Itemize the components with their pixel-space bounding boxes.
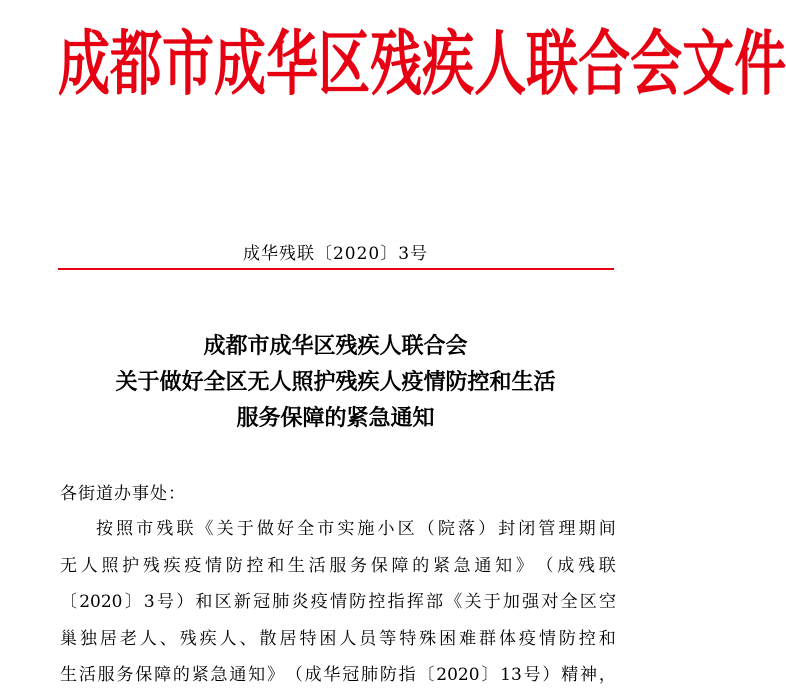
header-char: 人 [474,23,527,106]
body-line: 无 人 照 护 残 疾 疫 情 防 控 和 生 活 服 务 保 障 的 紧 急 通 知 》 （ 成 残 联 [60,555,616,576]
header-char: 文 [682,23,735,106]
body-line: 生 活 服 务 保 障 的 紧 急 通 知 》 （ 成 华 冠 肺 防 指 〔 2020 〕 13 号 ） 精 神 ， [60,665,616,685]
header-char: 华 [266,23,319,106]
header-char: 合 [578,23,631,106]
notice-title [0,328,671,436]
salutation: 各街道办事处： [60,484,186,504]
document-number: 成华残联〔2020〕3号 [242,244,429,264]
title-line-2: 关于做好全区无人照护残疾人疫情防控和生活 [115,369,556,395]
header-char: 成 [214,23,267,106]
body-paragraph [60,511,616,694]
body-line: 〔 2020 〕 3 号 ） 和 区 新 冠 肺 炎 疫 情 防 控 指 挥 部 《 关 于 加 强 对 全 区 空 [60,592,616,612]
body-line: 巢 独 居 老 人 、 残 疾 人 、 散 居 特 困 人 员 等 特 殊 困 难 群 体 疫 情 防 控 和 [60,628,616,649]
header-char: 成 [58,23,111,106]
header-char: 残 [370,23,423,106]
header-char: 疾 [422,23,475,106]
header-char: 都 [110,23,163,106]
title-line-1: 成都市成华区残疾人联合会 [203,333,468,359]
issuer-header [58,22,786,108]
header-char: 件 [734,23,786,106]
header-char: 区 [318,23,371,106]
body-line: 按 照 市 残 联 《 关 于 做 好 全 市 实 施 小 区 （ 院 落 ） 封 闭 管 理 期 间 [96,519,616,539]
header-char: 会 [630,23,683,106]
title-line-3: 服务保障的紧急通知 [236,405,435,431]
red-divider-line [58,268,614,270]
header-char: 联 [526,23,579,106]
header-char: 市 [162,23,215,106]
